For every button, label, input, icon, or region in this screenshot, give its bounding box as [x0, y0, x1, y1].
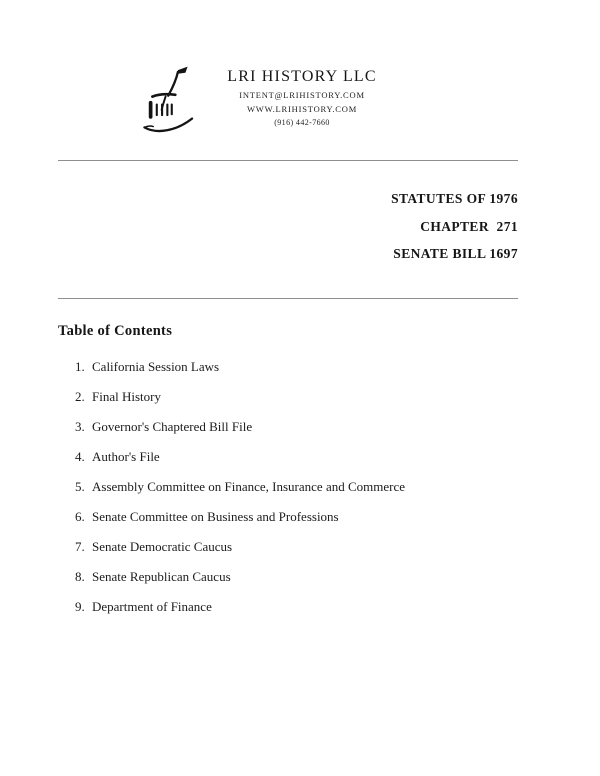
toc-list [58, 358, 518, 616]
letterhead [58, 0, 458, 138]
company-email: INTENT@LRIHISTORY.COM [239, 90, 365, 100]
company-website: WWW.LRIHISTORY.COM [246, 104, 358, 114]
company-logo-icon [139, 64, 201, 138]
toc-item: 8. Senate Republican Caucus [88, 568, 518, 586]
divider-middle [58, 298, 518, 299]
toc-item: 6. Senate Committee on Business and Professions [88, 508, 518, 526]
company-name: LRI HISTORY LLC [227, 68, 377, 85]
toc-title: Table of Contents [58, 323, 173, 340]
toc-item: 9. Department of Finance [88, 598, 518, 616]
chapter-line: CHAPTER 271 [420, 218, 518, 234]
case-header [58, 161, 518, 294]
letterhead-text [227, 62, 377, 127]
toc-item: 4. Author's File [88, 448, 518, 466]
statutes-line: STATUTES OF 1976 [391, 191, 518, 206]
toc-item: 7. Senate Democratic Caucus [88, 538, 518, 556]
toc-item: 2. Final History [88, 388, 518, 406]
senate-bill-line: SENATE BILL 1697 [393, 246, 518, 262]
toc-item: 1. California Session Laws [88, 358, 518, 376]
company-phone: (916) 442-7660 [274, 118, 330, 127]
toc-item: 3. Governor's Chaptered Bill File [88, 418, 518, 436]
toc-item: 5. Assembly Committee on Finance, Insurance and Commerce [88, 478, 518, 496]
